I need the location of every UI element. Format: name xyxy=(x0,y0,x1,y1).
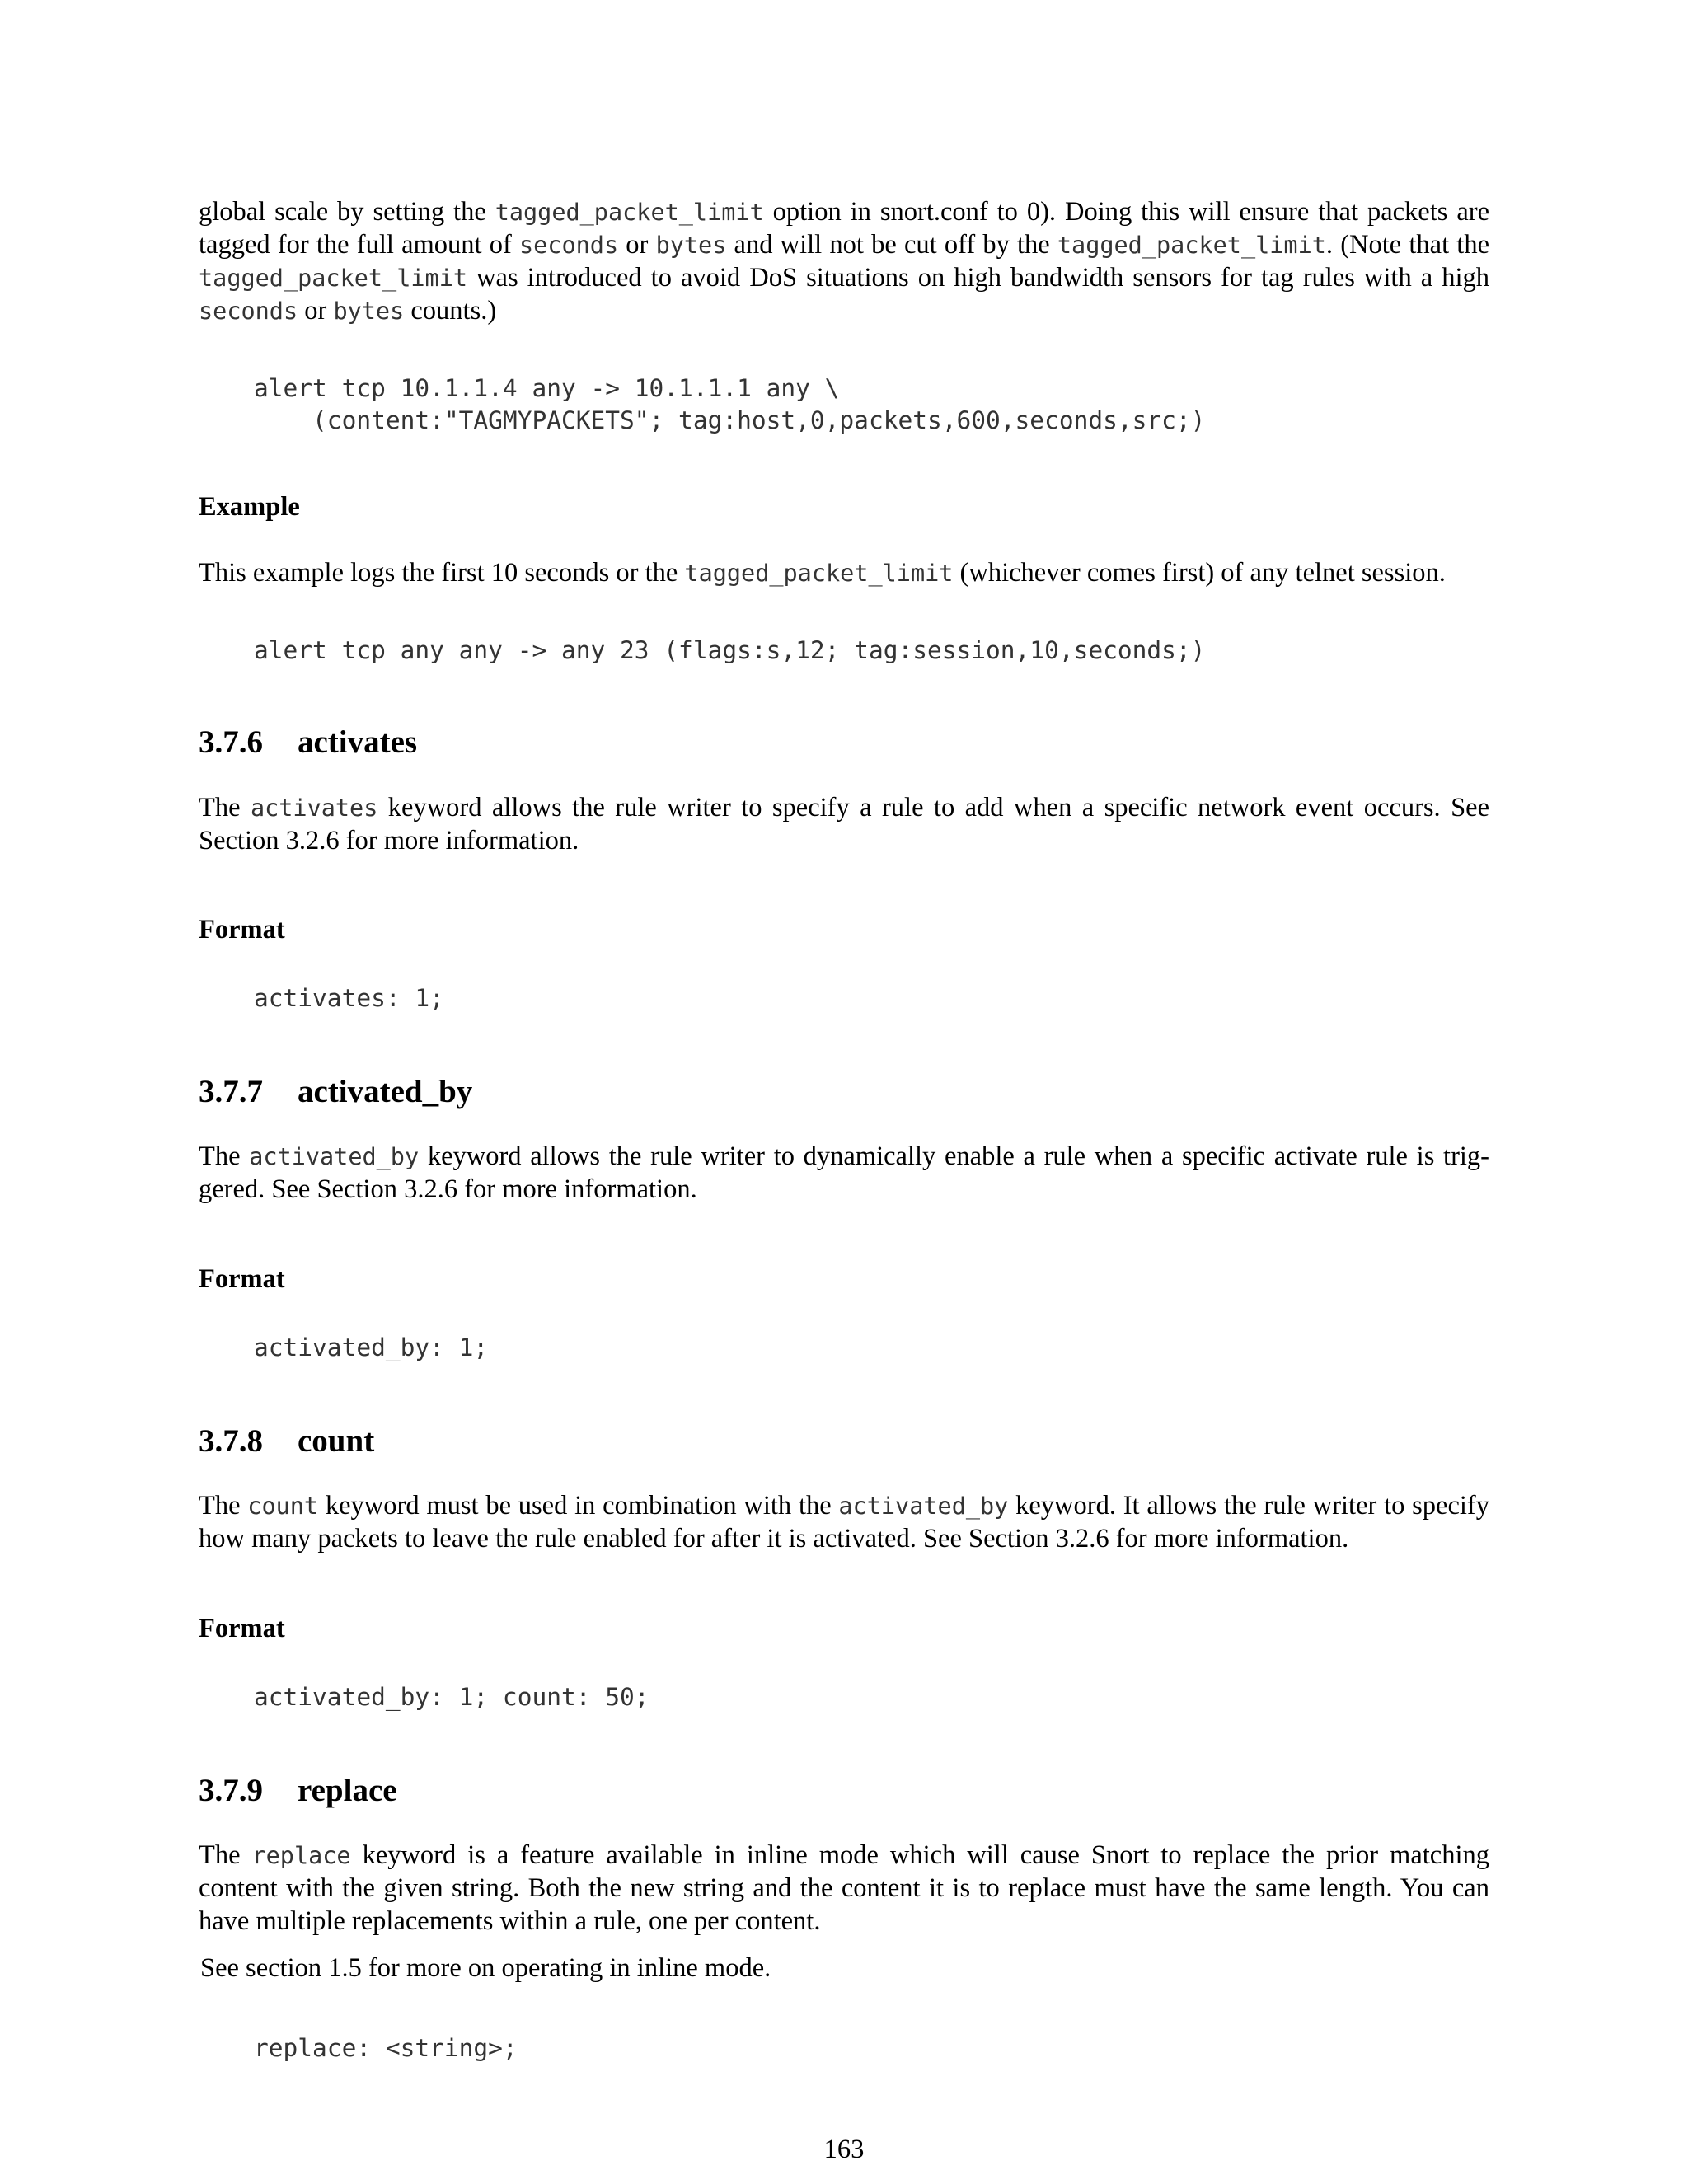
section-heading-activated-by xyxy=(199,1072,472,1112)
inline-code: seconds xyxy=(519,232,619,259)
inline-code: count xyxy=(247,1493,319,1520)
code-block-activated-by: activated_by: 1; xyxy=(254,1333,489,1361)
section-heading-activates xyxy=(199,723,417,762)
section-number: 3.7.6 xyxy=(199,724,263,760)
count-paragraph xyxy=(199,1489,1489,1555)
inline-code: tagged_packet_limit xyxy=(1057,232,1326,259)
section-number: 3.7.8 xyxy=(199,1423,263,1459)
example-paragraph xyxy=(199,556,1489,589)
activates-format-heading: Format xyxy=(199,915,285,944)
activates-paragraph xyxy=(199,791,1489,857)
replace-note: See section 1.5 for more on operating in inline mode. xyxy=(200,1953,771,1983)
count-line-2: how many packets to leave the rule enabled for after it is activated. See Section 3.2.6 for more information. xyxy=(199,1524,1349,1554)
count-format-heading: Format xyxy=(199,1614,285,1643)
replace-line-3: have multiple replacements within a rule, one per content. xyxy=(199,1906,821,1936)
section-title: activated_by xyxy=(298,1074,473,1109)
page-number: 163 xyxy=(823,2135,865,2164)
code-block-tag-host: alert tcp 10.1.1.4 any -> 10.1.1.1 any \ (content:"TAGMYPACKETS"; tag:host,0,packets,600,seconds,src;) xyxy=(254,374,1206,434)
section-heading-count xyxy=(199,1422,374,1461)
section-number: 3.7.9 xyxy=(199,1773,263,1808)
activated-by-format-heading: Format xyxy=(199,1264,285,1294)
activated-by-line-2: gered. See Section 3.2.6 for more information. xyxy=(199,1174,697,1204)
count-line-1: The count keyword must be used in combination with the activated_by keyword. It allows the rule writer to specify xyxy=(199,1491,1489,1521)
intro-line-1: global scale by setting the tagged_packet_limit option in snort.conf to 0). Doing this will ensure that packets are xyxy=(199,197,1489,227)
activates-line-1: The activates keyword allows the rule writer to specify a rule to add when a specific network event occurs. See xyxy=(199,793,1489,823)
replace-line-1: The replace keyword is a feature available in inline mode which will cause Snort to replace the prior matching xyxy=(199,1840,1490,1870)
inline-code: tagged_packet_limit xyxy=(495,199,764,226)
inline-code: activates xyxy=(250,794,378,822)
inline-code: activated_by xyxy=(249,1143,420,1170)
intro-paragraph xyxy=(199,195,1489,327)
inline-code: tagged_packet_limit xyxy=(199,265,468,292)
intro-line-3: tagged_packet_limit was introduced to avoid DoS situations on high bandwidth sensors for tag rules with a high xyxy=(199,263,1489,293)
code-block-activates: activates: 1; xyxy=(254,984,444,1012)
code-block-replace: replace: <string>; xyxy=(254,2034,518,2062)
code-block-example: alert tcp any any -> any 23 (flags:s,12; tag:session,10,seconds;) xyxy=(254,636,1206,664)
activated-by-line-1: The activated_by keyword allows the rule writer to dynamically enable a rule when a specific activate rule is trig- xyxy=(199,1141,1489,1171)
section-title: count xyxy=(298,1423,375,1459)
inline-code: replace xyxy=(251,1842,351,1869)
example-heading: Example xyxy=(199,492,300,522)
inline-code: seconds xyxy=(199,298,298,325)
example-line: This example logs the first 10 seconds or the tagged_packet_limit (whichever comes first) of any telnet session. xyxy=(199,558,1446,588)
replace-line-2: content with the given string. Both the new string and the content it is to replace must have the same length. You can xyxy=(199,1873,1489,1903)
section-title: activates xyxy=(298,724,418,760)
inline-code: activated_by xyxy=(838,1493,1009,1520)
inline-code: tagged_packet_limit xyxy=(684,560,954,587)
intro-line-4: seconds or bytes counts.) xyxy=(199,296,497,326)
section-number: 3.7.7 xyxy=(199,1074,263,1109)
section-heading-replace xyxy=(199,1771,397,1811)
replace-paragraph xyxy=(199,1839,1489,1938)
inline-code: bytes xyxy=(333,298,405,325)
activates-line-2: Section 3.2.6 for more information. xyxy=(199,826,579,855)
activated-by-paragraph xyxy=(199,1140,1489,1206)
intro-line-2: tagged for the full amount of seconds or bytes and will not be cut off by the tagged_packet_limit. (Note that the xyxy=(199,230,1490,260)
section-title: replace xyxy=(298,1773,397,1808)
code-block-count: activated_by: 1; count: 50; xyxy=(254,1683,649,1711)
inline-code: bytes xyxy=(655,232,727,259)
